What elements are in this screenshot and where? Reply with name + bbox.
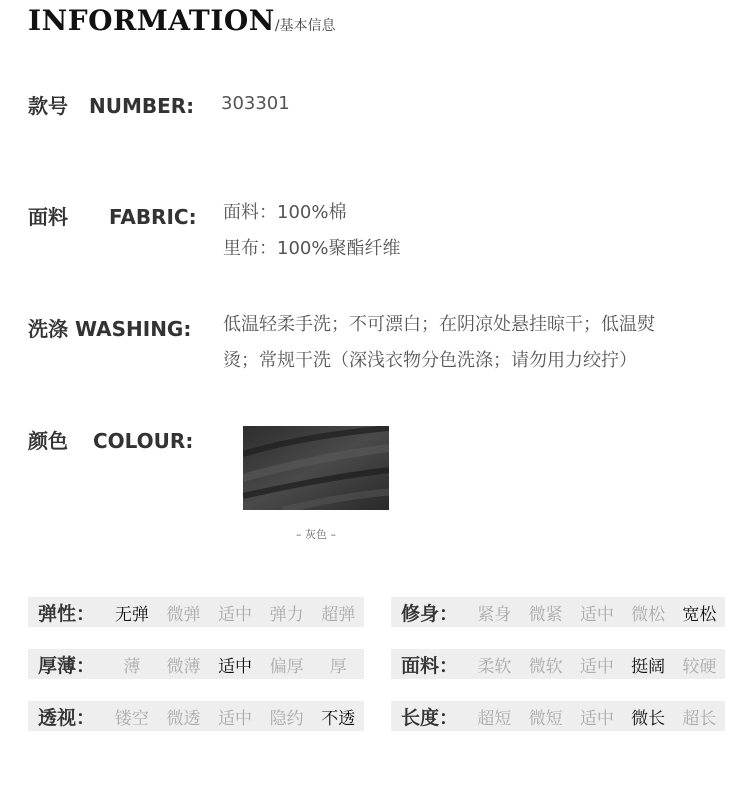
attr-label: 面料： (401, 654, 459, 677)
fabric-label-en: FABRIC: (108, 205, 197, 229)
fabric-label (28, 201, 197, 230)
washing-label (28, 313, 191, 342)
option: 适中 (218, 604, 253, 625)
number-label-cn: 款号 (28, 94, 68, 118)
washing-value (223, 307, 655, 379)
option: 微松 (631, 604, 666, 625)
number-label-en: NUMBER: (88, 94, 195, 118)
option: 适中 (218, 656, 253, 677)
number-value: 303301 (221, 93, 290, 114)
washing-line-2: 烫；常规干洗（深浅衣物分色洗涤；请勿用力绞拧） (223, 350, 637, 371)
fabric-label-cn: 面料 (28, 205, 68, 229)
attr-label: 弹性： (38, 602, 96, 625)
attr-label: 透视： (38, 706, 96, 729)
option: 适中 (579, 656, 614, 677)
attr-material (391, 649, 725, 679)
option: 弹力 (269, 604, 304, 625)
title-chinese: /基本信息 (274, 18, 336, 34)
option: 挺阔 (631, 656, 666, 677)
attr-label: 厚薄： (38, 654, 96, 677)
option: 超长 (682, 708, 717, 729)
attr-label: 长度： (401, 706, 459, 729)
number-label (28, 90, 194, 119)
page-title (28, 4, 336, 37)
option: 偏厚 (269, 656, 304, 677)
washing-label-en: WASHING: (74, 317, 192, 341)
attr-sheerness (28, 701, 364, 731)
swatch-caption: – 灰色 – (296, 528, 336, 541)
colour-label (28, 425, 193, 454)
attr-label: 修身： (401, 602, 459, 625)
option: 适中 (579, 708, 614, 729)
option: 微薄 (166, 656, 201, 677)
option: 微透 (166, 708, 201, 729)
option: 镂空 (114, 708, 149, 729)
title-english: INFORMATION (28, 4, 275, 37)
colour-label-en: COLOUR: (92, 429, 194, 453)
option: 紧身 (477, 604, 512, 625)
attr-thickness (28, 649, 364, 679)
option: 薄 (123, 656, 141, 677)
option: 微弹 (166, 604, 201, 625)
option: 微短 (528, 708, 563, 729)
option: 隐约 (269, 708, 304, 729)
option: 适中 (218, 708, 253, 729)
colour-label-cn: 颜色 (28, 429, 68, 453)
fabric-value (223, 195, 400, 267)
option: 超弹 (321, 604, 356, 625)
washing-line-1: 低温轻柔手洗；不可漂白；在阴凉处悬挂晾干；低温熨 (223, 314, 655, 335)
attr-fit (391, 597, 725, 627)
option: 柔软 (477, 656, 512, 677)
fabric-line-1: 面料：100%棉 (223, 202, 347, 223)
option: 微长 (631, 708, 666, 729)
attr-length (391, 701, 725, 731)
option: 适中 (579, 604, 614, 625)
option: 宽松 (682, 604, 717, 625)
option: 微紧 (528, 604, 563, 625)
option: 厚 (329, 656, 347, 677)
option: 无弹 (114, 604, 149, 625)
option: 微软 (528, 656, 563, 677)
colour-swatch (243, 426, 389, 510)
attr-elasticity (28, 597, 364, 627)
fabric-line-2: 里布：100%聚酯纤维 (223, 238, 401, 259)
option: 较硬 (682, 656, 717, 677)
option: 不透 (321, 708, 356, 729)
washing-label-cn: 洗涤 (28, 317, 68, 341)
option: 超短 (477, 708, 512, 729)
